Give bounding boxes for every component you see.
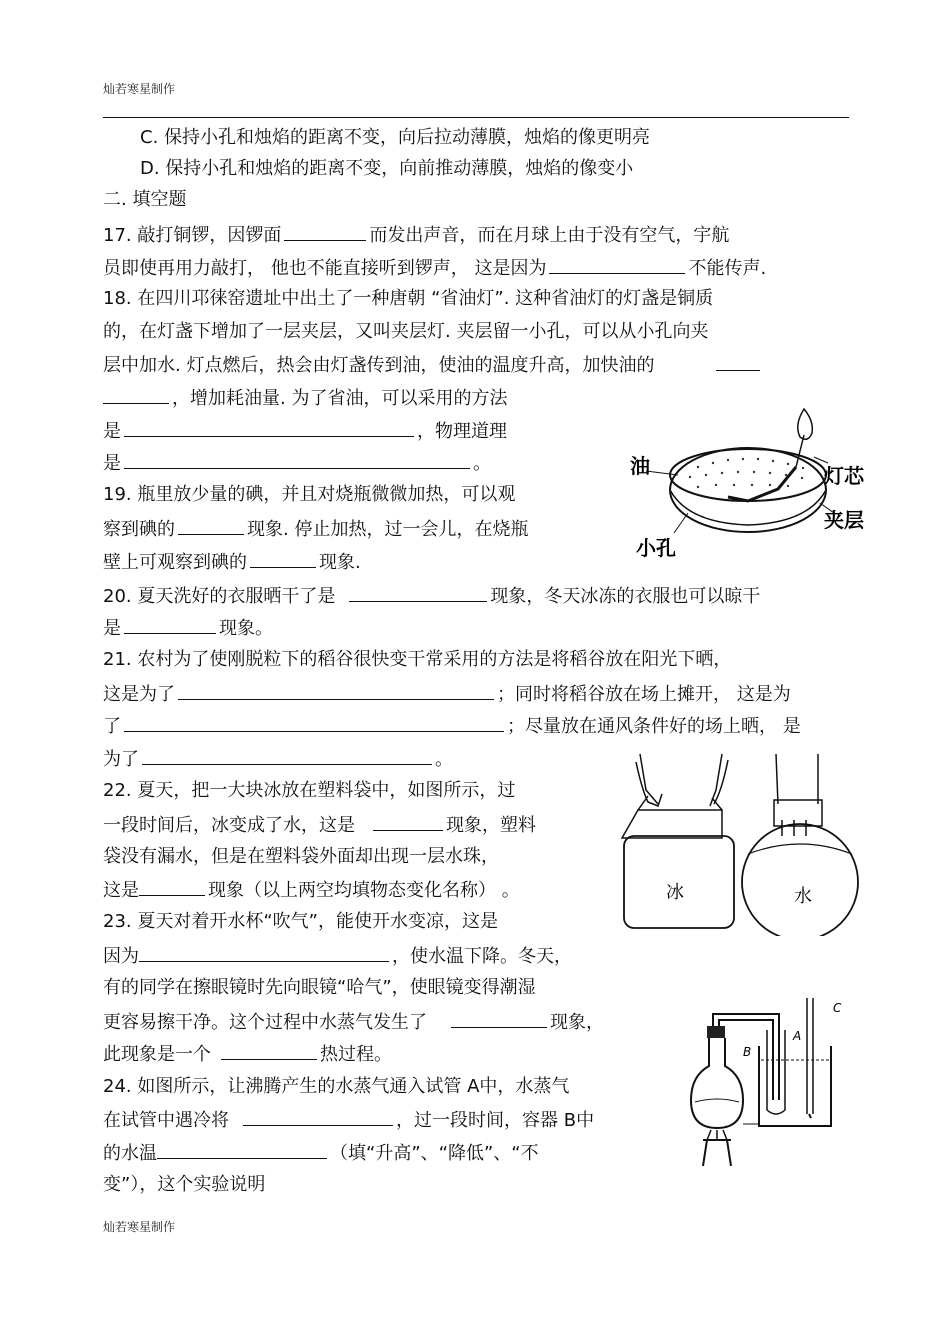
answer-blank[interactable] [139,877,205,896]
option-c: C. 保持小孔和烛焰的距离不变，向后拉动薄膜，烛焰的像更明亮 [140,127,651,148]
q18-line5: 是 ，物理道理 [103,418,507,444]
header-rule [103,117,849,118]
answer-blank[interactable] [124,615,216,634]
answer-blank[interactable] [178,681,494,700]
q18-line2: 的，在灯盏下增加了一层夹层，又叫夹层灯. 夹层留一小孔，可以从小孔向夹 [103,321,709,342]
q24-line2: 在试管中遇冷将 ，过一段时间，容器 B中 [103,1107,594,1133]
answer-blank[interactable] [157,1140,327,1159]
ice-bags-figure [618,750,866,936]
answer-blank[interactable] [124,450,470,469]
q24-line3: 的水温 （填“升高”、“降低”、“不 [103,1140,539,1166]
label-ice: 冰 [666,882,684,903]
q23-line2: 因为 ，使水温下降。冬天， [103,943,572,969]
answer-blank[interactable] [349,583,487,602]
answer-blank[interactable] [549,255,685,274]
page-header: 灿若寒星制作 [103,82,176,96]
q20-line1: 20. 夏天洗好的衣服晒干了是 现象，冬天冰冻的衣服也可以晾干 [103,583,760,609]
answer-blank[interactable] [373,812,443,831]
q23-line1: 23. 夏天对着开水杯“吹气”，能使开水变凉，这是 [103,911,498,932]
answer-blank[interactable] [221,1041,317,1060]
q24-line1: 24. 如图所示，让沸腾产生的水蒸气通入试管 A中，水蒸气 [103,1076,570,1097]
label-wick: 灯芯 [824,464,864,488]
label-water: 水 [794,886,812,907]
q19-line1: 19. 瓶里放少量的碘，并且对烧瓶微微加热，可以观 [103,484,516,505]
label-oil: 油 [630,454,650,478]
q21-line3: 了 ；尽量放在通风条件好的场上晒， 是 [103,713,801,739]
section-title: 二. 填空题 [103,189,187,210]
answer-blank[interactable] [716,352,760,371]
answer-blank[interactable] [178,516,244,535]
q24-line4: 变”），这个实验说明 [103,1174,266,1195]
answer-blank[interactable] [284,222,366,241]
oil-lamp-figure [628,405,868,565]
q18-line3: 层中加水. 灯点燃后，热会由灯盏传到油，使油的温度升高，加快油的 [103,352,763,378]
label-b: B [743,1045,752,1059]
q19-line2: 察到碘的 现象. 停止加热，过一会儿，在烧瓶 [103,516,528,542]
answer-blank[interactable] [139,943,389,962]
q23-line3: 有的同学在擦眼镜时先向眼镜“哈气”，使眼镜变得潮湿 [103,977,536,998]
q18-line4: ，增加耗油量. 为了省油，可以采用的方法 [103,385,507,411]
label-layer: 夹层 [824,508,864,532]
q18-line6: 是 。 [103,450,491,476]
q17-line2: 员即使再用力敲打， 他也不能直接听到锣声， 这是因为 不能传声. [103,255,766,281]
answer-blank[interactable] [243,1107,393,1126]
q23-line5: 此现象是一个 热过程。 [103,1041,392,1067]
q21-line4: 为了 。 [103,746,453,772]
label-a: A [793,1029,802,1043]
answer-blank[interactable] [124,713,504,732]
q22-line1: 22. 夏天，把一大块冰放在塑料袋中，如图所示，过 [103,780,516,801]
answer-blank[interactable] [250,549,316,568]
label-c: C [833,1001,842,1015]
q23-line4: 更容易擦干净。这个过程中水蒸气发生了 现象， [103,1009,604,1035]
answer-blank[interactable] [142,746,432,765]
q22-line3: 袋没有漏水，但是在塑料袋外面却出现一层水珠， [103,846,499,867]
q21-line1: 21. 农村为了使刚脱粒下的稻谷很快变干常采用的方法是将稻谷放在阳光下晒， [103,649,732,670]
answer-blank[interactable] [103,385,169,404]
q20-line2: 是 现象。 [103,615,273,641]
answer-blank[interactable] [124,418,414,437]
q21-line2: 这是为了 ；同时将稻谷放在场上摊开， 这是为 [103,681,791,707]
q22-line2: 一段时间后，冰变成了水，这是 现象，塑料 [103,812,536,838]
q19-line3: 壁上可观察到碘的 现象. [103,549,361,575]
answer-blank[interactable] [451,1009,547,1028]
q22-line4: 这是 现象（以上两空均填物态变化名称） 。 [103,877,520,903]
page-footer: 灿若寒星制作 [103,1220,176,1234]
option-d: D. 保持小孔和烛焰的距离不变，向前推动薄膜，烛焰的像变小 [140,158,634,179]
q18-line1: 18. 在四川邛徕窑遗址中出土了一种唐朝 “省油灯”. 这种省油灯的灯盏是铜质 [103,288,714,309]
q17-line1: 17. 敲打铜锣，因锣面 而发出声音，而在月球上由于没有空气，宇航 [103,222,729,248]
label-hole: 小孔 [636,536,676,560]
apparatus-figure [683,990,853,1170]
